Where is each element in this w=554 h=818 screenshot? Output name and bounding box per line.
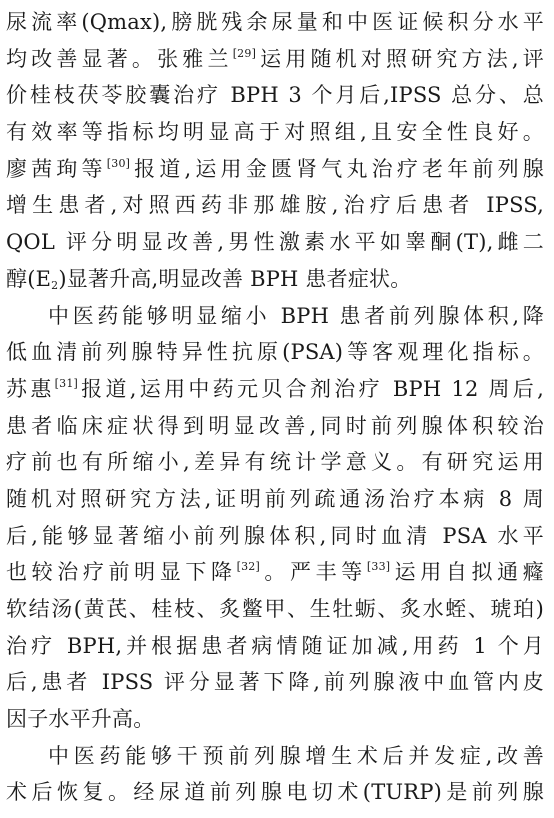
text-line: 中医药能够干预前列腺增生术后并发症,改善 — [48, 743, 544, 768]
text-line: 随机对照研究方法,证明前列疏通汤治疗本病 8 周 — [6, 486, 544, 511]
text-line: 苏惠[31]报道,运用中药元贝合剂治疗 BPH 12 周后, — [6, 376, 544, 401]
text-line: 后,能够显著缩小前列腺体积,同时血清 PSA 水平 — [6, 523, 544, 548]
text-line: 有效率等指标均明显高于对照组,且安全性良好。 — [6, 120, 544, 145]
text-line: 醇$(E_2)$显著升高,明显改善 BPH 患者症状。 — [6, 266, 412, 292]
text-line: 价桂枝茯苓胶囊治疗 BPH 3 个月后,IPSS 总分、总 — [6, 83, 544, 108]
text-line: 后,患者 IPSS 评分显著下降,前列腺液中血管内皮 — [6, 670, 544, 695]
text-line: 因子水平升高。 — [6, 707, 155, 732]
text-line: 术后恢复。经尿道前列腺电切术(TURP)是前列腺 — [6, 780, 544, 805]
text-line: 廖茜珣等[30]报道,运用金匮肾气丸治疗老年前列腺 — [6, 156, 544, 181]
text-line: 低血清前列腺特异性抗原(PSA)等客观理化指标。 — [6, 340, 544, 365]
text-line: 均改善显著。张雅兰[29]运用随机对照研究方法,评 — [6, 46, 544, 71]
text-line: 尿流率(Qmax),膀胱残余尿量和中医证候积分水平 — [6, 10, 544, 34]
text-line: 也较治疗前明显下降[32]。严丰等[33]运用自拟通癃 — [6, 560, 544, 585]
text-line: 患者临床症状得到明显改善,同时前列腺体积较治 — [6, 413, 544, 438]
text-line: 治疗 BPH,并根据患者病情随证加减,用药 1 个月 — [6, 633, 544, 658]
text-line: 中医药能够明显缩小 BPH 患者前列腺体积,降 — [48, 303, 544, 328]
text-line: QOL 评分明显改善,男性激素水平如睾酮(T),雌二 — [6, 230, 544, 255]
text-line: 疗前也有所缩小,差异有统计学意义。有研究运用 — [6, 450, 544, 475]
text-line: 增生患者,对照西药非那雄胺,治疗后患者 IPSS, — [6, 193, 544, 218]
text-line: 软结汤(黄芪、桂枝、炙鳖甲、生牡蛎、炙水蛭、琥珀) — [6, 597, 544, 621]
